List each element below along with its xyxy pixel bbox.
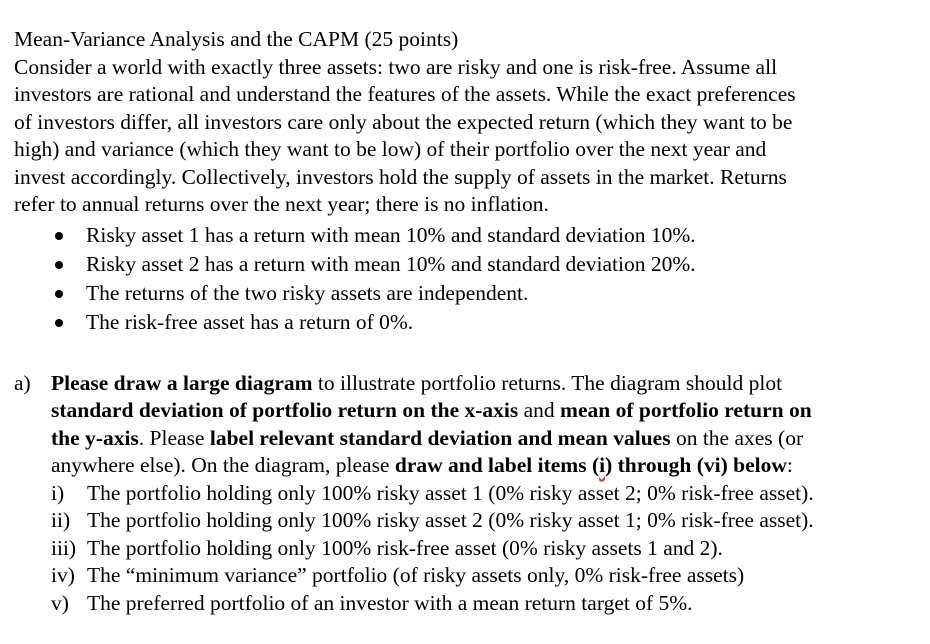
text: anywhere else). On the diagram, please — [51, 453, 395, 477]
item-text: The portfolio holding only 100% risk-free asset (0% risky assets 1 and 2). — [87, 535, 723, 560]
item-number: iv) — [51, 563, 75, 587]
list-item — [51, 535, 914, 563]
bold-text: the y-axis — [51, 425, 139, 450]
bold-text: ) through (vi) below — [605, 453, 787, 477]
text: and — [518, 398, 561, 422]
intro-paragraph — [14, 54, 914, 219]
text: on the axes (or — [670, 425, 804, 450]
spellcheck-underline: i — [599, 453, 606, 477]
question-a — [14, 370, 914, 618]
bullet-icon — [55, 290, 63, 298]
item-text: The portfolio holding only 100% risky asset 1 (0% risky asset 2; 0% risk-free asset). — [87, 480, 814, 505]
intro-line: invest accordingly. Collectively, investors hold the supply of assets in the market. Returns — [14, 164, 787, 189]
list-item — [51, 590, 914, 618]
intro-line: Consider a world with exactly three assets: two are risky and one is risk-free. Assume all — [14, 54, 778, 79]
item-number: i) — [51, 480, 65, 505]
item-text: The “minimum variance” portfolio (of risky assets only, 0% risk-free assets) — [87, 563, 745, 587]
bullet-text: Risky asset 2 has a return with mean 10% and standard deviation 20%. — [86, 251, 696, 276]
bold-text: draw and label items ( — [394, 453, 600, 477]
question-line — [51, 452, 914, 480]
question-line — [51, 397, 914, 425]
item-text: The portfolio holding only 100% risky asset 2 (0% risky asset 1; 0% risk-free asset). — [87, 508, 814, 532]
intro-line: of investors differ, all investors care only about the expected return (which they want to be — [14, 109, 793, 134]
list-item — [14, 279, 914, 308]
item-text: The preferred portfolio of an investor with a mean return target of 5%. — [87, 590, 693, 615]
question-line — [51, 370, 914, 398]
list-item — [14, 250, 914, 279]
bullet-icon — [55, 232, 63, 240]
text: . Please — [138, 425, 210, 450]
document-body — [14, 26, 914, 617]
question-line — [51, 425, 914, 453]
question-label: a) — [14, 370, 31, 395]
item-number: ii) — [51, 508, 71, 532]
problem-title: Mean-Variance Analysis and the CAPM (25 points) — [14, 27, 459, 51]
bullet-icon — [55, 319, 63, 327]
bullet-text: The returns of the two risky assets are independent. — [86, 280, 529, 305]
bold-text: standard deviation of portfolio return on the x-axis — [51, 398, 519, 422]
intro-line: investors are rational and understand the features of the assets. While the exact preferences — [14, 82, 796, 106]
bold-text: label relevant standard deviation and mean values — [209, 425, 671, 450]
asset-assumptions-list — [14, 221, 914, 337]
bullet-text: Risky asset 1 has a return with mean 10% and standard deviation 10%. — [86, 222, 696, 247]
item-number: v) — [51, 590, 69, 615]
list-item — [14, 221, 914, 250]
question-body — [14, 370, 914, 618]
list-item — [51, 507, 914, 535]
text: : — [786, 453, 793, 477]
list-item — [51, 562, 914, 590]
text: to illustrate portfolio returns. The diagram should plot — [312, 370, 783, 395]
intro-line: high) and variance (which they want to be low) of their portfolio over the next year and — [14, 137, 767, 161]
bold-text: Please draw a large diagram — [51, 370, 313, 395]
item-number: iii) — [51, 535, 77, 560]
list-item — [51, 480, 914, 508]
intro-line: refer to annual returns over the next year; there is no inflation. — [14, 192, 549, 216]
bold-text: mean of portfolio return on — [560, 398, 812, 422]
list-item — [14, 308, 914, 337]
bullet-text: The risk-free asset has a return of 0%. — [86, 309, 414, 334]
bullet-icon — [55, 261, 63, 269]
